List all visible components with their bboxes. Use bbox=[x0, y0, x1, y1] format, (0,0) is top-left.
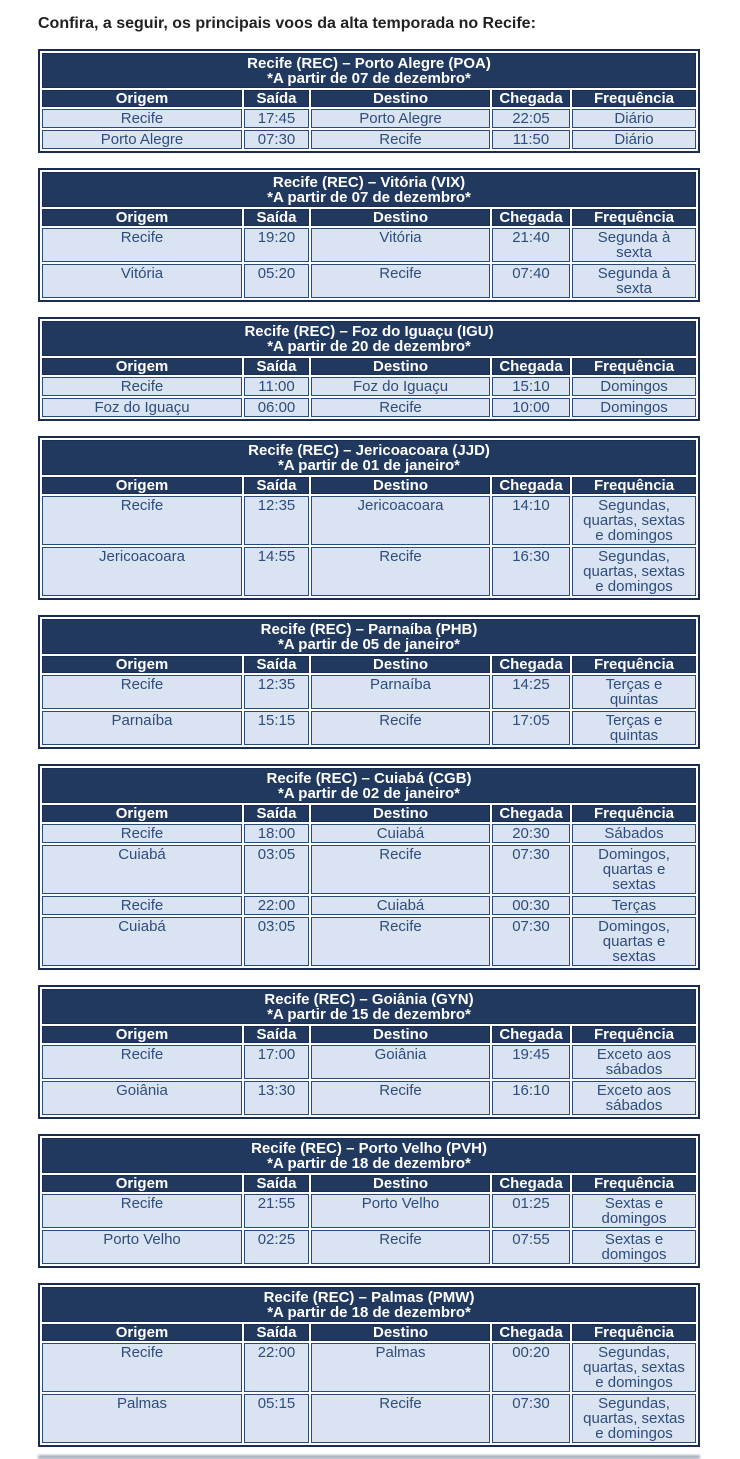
column-header-frequencia: Frequência bbox=[572, 656, 696, 673]
intro-heading: Confira, a seguir, os principais voos da alta temporada no Recife: bbox=[38, 15, 536, 32]
cell-origem: Recife bbox=[42, 228, 242, 262]
cell-chegada: 07:40 bbox=[492, 264, 570, 298]
flight-row bbox=[42, 228, 696, 262]
cell-saida: 22:00 bbox=[244, 1343, 309, 1392]
start-date-note: *A partir de 05 de janeiro* bbox=[278, 636, 461, 653]
column-header-destino: Destino bbox=[311, 358, 490, 375]
cell-chegada: 07:30 bbox=[492, 917, 570, 966]
column-header-row bbox=[42, 358, 696, 375]
cell-origem: Recife bbox=[42, 896, 242, 915]
cell-destino: Porto Velho bbox=[311, 1194, 490, 1228]
table-title-row bbox=[42, 619, 696, 654]
cell-origem: Recife bbox=[42, 1343, 242, 1392]
flight-row bbox=[42, 547, 696, 596]
flight-row bbox=[42, 845, 696, 894]
cell-frequencia: Domingos, quartas e sextas bbox=[572, 917, 696, 966]
cell-chegada: 14:10 bbox=[492, 496, 570, 545]
cell-frequencia: Terças bbox=[572, 896, 696, 915]
column-header-destino: Destino bbox=[311, 1026, 490, 1043]
cell-destino: Cuiabá bbox=[311, 896, 490, 915]
route-title: Recife (REC) – Jericoacoara (JJD) bbox=[248, 442, 490, 459]
column-header-origem: Origem bbox=[42, 1026, 242, 1043]
column-header-origem: Origem bbox=[42, 209, 242, 226]
column-header-saida: Saída bbox=[244, 1026, 309, 1043]
column-header-destino: Destino bbox=[311, 805, 490, 822]
table-title-row bbox=[42, 1287, 696, 1322]
column-header-frequencia: Frequência bbox=[572, 358, 696, 375]
flight-table bbox=[38, 317, 700, 421]
cell-frequencia: Terças e quintas bbox=[572, 675, 696, 709]
table-title-cell bbox=[42, 619, 696, 654]
cell-destino: Recife bbox=[311, 1081, 490, 1115]
cell-chegada: 17:05 bbox=[492, 711, 570, 745]
cell-destino: Recife bbox=[311, 130, 490, 149]
cell-chegada: 16:10 bbox=[492, 1081, 570, 1115]
cell-destino: Porto Alegre bbox=[311, 109, 490, 128]
cell-origem: Foz do Iguaçu bbox=[42, 398, 242, 417]
cell-origem: Cuiabá bbox=[42, 917, 242, 966]
flight-row bbox=[42, 824, 696, 843]
column-header-destino: Destino bbox=[311, 90, 490, 107]
column-header-row bbox=[42, 1026, 696, 1043]
cell-saida: 18:00 bbox=[244, 824, 309, 843]
start-date-note: *A partir de 07 de dezembro* bbox=[267, 189, 471, 206]
cell-destino: Goiânia bbox=[311, 1045, 490, 1079]
column-header-chegada: Chegada bbox=[492, 477, 570, 494]
column-header-chegada: Chegada bbox=[492, 1324, 570, 1341]
flight-table bbox=[38, 985, 700, 1119]
cell-frequencia: Sextas e domingos bbox=[572, 1230, 696, 1264]
cell-destino: Vitória bbox=[311, 228, 490, 262]
column-header-row bbox=[42, 1175, 696, 1192]
cell-saida: 07:30 bbox=[244, 130, 309, 149]
column-header-frequencia: Frequência bbox=[572, 477, 696, 494]
flight-row bbox=[42, 1045, 696, 1079]
cell-origem: Recife bbox=[42, 377, 242, 396]
table-title-cell bbox=[42, 768, 696, 803]
cell-origem: Recife bbox=[42, 109, 242, 128]
cell-saida: 21:55 bbox=[244, 1194, 309, 1228]
column-header-row bbox=[42, 1324, 696, 1341]
table-title-cell bbox=[42, 53, 696, 88]
start-date-note: *A partir de 01 de janeiro* bbox=[278, 457, 461, 474]
column-header-origem: Origem bbox=[42, 90, 242, 107]
table-title-row bbox=[42, 321, 696, 356]
column-header-frequencia: Frequência bbox=[572, 209, 696, 226]
cell-origem: Vitória bbox=[42, 264, 242, 298]
cell-destino: Cuiabá bbox=[311, 824, 490, 843]
column-header-destino: Destino bbox=[311, 209, 490, 226]
flight-row bbox=[42, 896, 696, 915]
column-header-frequencia: Frequência bbox=[572, 1175, 696, 1192]
column-header-saida: Saída bbox=[244, 656, 309, 673]
flight-row bbox=[42, 917, 696, 966]
start-date-note: *A partir de 20 de dezembro* bbox=[267, 338, 471, 355]
tables-container bbox=[38, 49, 740, 1447]
cell-frequencia: Sábados bbox=[572, 824, 696, 843]
column-header-origem: Origem bbox=[42, 477, 242, 494]
column-header-destino: Destino bbox=[311, 656, 490, 673]
column-header-chegada: Chegada bbox=[492, 1026, 570, 1043]
column-header-origem: Origem bbox=[42, 358, 242, 375]
cell-destino: Recife bbox=[311, 547, 490, 596]
column-header-destino: Destino bbox=[311, 1324, 490, 1341]
column-header-origem: Origem bbox=[42, 805, 242, 822]
cell-frequencia: Segunda à sexta bbox=[572, 264, 696, 298]
cell-frequencia: Segundas, quartas, sextas e domingos bbox=[572, 547, 696, 596]
cell-saida: 11:00 bbox=[244, 377, 309, 396]
flight-table bbox=[38, 1134, 700, 1268]
cell-chegada: 01:25 bbox=[492, 1194, 570, 1228]
column-header-origem: Origem bbox=[42, 1324, 242, 1341]
table-title-row bbox=[42, 1138, 696, 1173]
flight-row bbox=[42, 109, 696, 128]
cell-frequencia: Domingos, quartas e sextas bbox=[572, 845, 696, 894]
cell-origem: Cuiabá bbox=[42, 845, 242, 894]
flight-table bbox=[38, 49, 700, 153]
column-header-row bbox=[42, 477, 696, 494]
cell-origem: Recife bbox=[42, 496, 242, 545]
column-header-saida: Saída bbox=[244, 209, 309, 226]
cell-chegada: 22:05 bbox=[492, 109, 570, 128]
table-title-row bbox=[42, 53, 696, 88]
column-header-frequencia: Frequência bbox=[572, 1324, 696, 1341]
column-header-frequencia: Frequência bbox=[572, 1026, 696, 1043]
cell-chegada: 19:45 bbox=[492, 1045, 570, 1079]
cell-chegada: 11:50 bbox=[492, 130, 570, 149]
flight-row bbox=[42, 1194, 696, 1228]
flight-row bbox=[42, 130, 696, 149]
column-header-origem: Origem bbox=[42, 1175, 242, 1192]
route-title: Recife (REC) – Goiânia (GYN) bbox=[264, 991, 474, 1008]
cell-saida: 22:00 bbox=[244, 896, 309, 915]
column-header-row bbox=[42, 656, 696, 673]
flight-row bbox=[42, 711, 696, 745]
route-title: Recife (REC) – Vitória (VIX) bbox=[272, 174, 466, 191]
flight-table bbox=[38, 168, 700, 302]
start-date-note: *A partir de 18 de dezembro* bbox=[267, 1155, 471, 1172]
column-header-saida: Saída bbox=[244, 805, 309, 822]
cell-frequencia: Terças e quintas bbox=[572, 711, 696, 745]
column-header-chegada: Chegada bbox=[492, 1175, 570, 1192]
cell-saida: 17:45 bbox=[244, 109, 309, 128]
cell-saida: 05:15 bbox=[244, 1394, 309, 1443]
cell-frequencia: Sextas e domingos bbox=[572, 1194, 696, 1228]
cell-destino: Recife bbox=[311, 917, 490, 966]
cell-destino: Recife bbox=[311, 711, 490, 745]
cell-frequencia: Segundas, quartas, sextas e domingos bbox=[572, 1343, 696, 1392]
table-title-row bbox=[42, 989, 696, 1024]
next-table-cut-edge bbox=[38, 1455, 700, 1459]
route-title: Recife (REC) – Cuiabá (CGB) bbox=[266, 770, 472, 787]
cell-chegada: 21:40 bbox=[492, 228, 570, 262]
start-date-note: *A partir de 18 de dezembro* bbox=[267, 1304, 471, 1321]
column-header-chegada: Chegada bbox=[492, 209, 570, 226]
cell-chegada: 15:10 bbox=[492, 377, 570, 396]
cell-chegada: 07:55 bbox=[492, 1230, 570, 1264]
cell-origem: Goiânia bbox=[42, 1081, 242, 1115]
table-title-cell bbox=[42, 172, 696, 207]
flight-table bbox=[38, 1283, 700, 1447]
column-header-destino: Destino bbox=[311, 1175, 490, 1192]
cell-frequencia: Domingos bbox=[572, 398, 696, 417]
cell-origem: Porto Velho bbox=[42, 1230, 242, 1264]
column-header-frequencia: Frequência bbox=[572, 90, 696, 107]
flight-table bbox=[38, 436, 700, 600]
cell-chegada: 10:00 bbox=[492, 398, 570, 417]
cell-destino: Foz do Iguaçu bbox=[311, 377, 490, 396]
flight-row bbox=[42, 496, 696, 545]
cell-saida: 17:00 bbox=[244, 1045, 309, 1079]
flight-row bbox=[42, 1394, 696, 1443]
column-header-row bbox=[42, 209, 696, 226]
start-date-note: *A partir de 02 de janeiro* bbox=[278, 785, 461, 802]
route-title: Recife (REC) – Palmas (PMW) bbox=[263, 1289, 475, 1306]
cell-destino: Recife bbox=[311, 845, 490, 894]
route-title: Recife (REC) – Foz do Iguaçu (IGU) bbox=[244, 323, 494, 340]
cell-saida: 15:15 bbox=[244, 711, 309, 745]
route-title: Recife (REC) – Parnaíba (PHB) bbox=[260, 621, 478, 638]
cell-frequencia: Diário bbox=[572, 130, 696, 149]
table-title-row bbox=[42, 768, 696, 803]
table-title-row bbox=[42, 440, 696, 475]
cell-chegada: 00:30 bbox=[492, 896, 570, 915]
cell-destino: Recife bbox=[311, 1394, 490, 1443]
table-title-cell bbox=[42, 1287, 696, 1322]
column-header-frequencia: Frequência bbox=[572, 805, 696, 822]
cell-saida: 05:20 bbox=[244, 264, 309, 298]
cell-saida: 12:35 bbox=[244, 675, 309, 709]
flight-row bbox=[42, 1230, 696, 1264]
cell-saida: 14:55 bbox=[244, 547, 309, 596]
cell-saida: 19:20 bbox=[244, 228, 309, 262]
start-date-note: *A partir de 07 de dezembro* bbox=[267, 70, 471, 87]
cell-origem: Recife bbox=[42, 1194, 242, 1228]
cell-frequencia: Exceto aos sábados bbox=[572, 1045, 696, 1079]
flight-table bbox=[38, 764, 700, 970]
cell-origem: Recife bbox=[42, 824, 242, 843]
column-header-saida: Saída bbox=[244, 90, 309, 107]
column-header-chegada: Chegada bbox=[492, 805, 570, 822]
cell-chegada: 07:30 bbox=[492, 1394, 570, 1443]
cell-saida: 03:05 bbox=[244, 917, 309, 966]
column-header-chegada: Chegada bbox=[492, 90, 570, 107]
route-title: Recife (REC) – Porto Alegre (POA) bbox=[247, 55, 491, 72]
cell-destino: Recife bbox=[311, 1230, 490, 1264]
column-header-saida: Saída bbox=[244, 358, 309, 375]
cell-destino: Recife bbox=[311, 264, 490, 298]
cell-chegada: 00:20 bbox=[492, 1343, 570, 1392]
cell-destino: Recife bbox=[311, 398, 490, 417]
cell-frequencia: Diário bbox=[572, 109, 696, 128]
flight-row bbox=[42, 264, 696, 298]
flight-row bbox=[42, 398, 696, 417]
cell-chegada: 07:30 bbox=[492, 845, 570, 894]
cell-chegada: 20:30 bbox=[492, 824, 570, 843]
flight-row bbox=[42, 377, 696, 396]
column-header-row bbox=[42, 805, 696, 822]
cell-origem: Recife bbox=[42, 675, 242, 709]
flight-row bbox=[42, 675, 696, 709]
table-title-cell bbox=[42, 440, 696, 475]
cell-saida: 02:25 bbox=[244, 1230, 309, 1264]
cell-frequencia: Exceto aos sábados bbox=[572, 1081, 696, 1115]
cell-chegada: 14:25 bbox=[492, 675, 570, 709]
cell-saida: 12:35 bbox=[244, 496, 309, 545]
cell-origem: Palmas bbox=[42, 1394, 242, 1443]
route-title: Recife (REC) – Porto Velho (PVH) bbox=[251, 1140, 487, 1157]
table-title-row bbox=[42, 172, 696, 207]
column-header-saida: Saída bbox=[244, 1324, 309, 1341]
cell-destino: Parnaíba bbox=[311, 675, 490, 709]
flight-table bbox=[38, 615, 700, 749]
cell-origem: Porto Alegre bbox=[42, 130, 242, 149]
column-header-origem: Origem bbox=[42, 656, 242, 673]
cell-destino: Jericoacoara bbox=[311, 496, 490, 545]
cell-frequencia: Domingos bbox=[572, 377, 696, 396]
cell-destino: Palmas bbox=[311, 1343, 490, 1392]
cell-saida: 03:05 bbox=[244, 845, 309, 894]
cell-chegada: 16:30 bbox=[492, 547, 570, 596]
table-title-cell bbox=[42, 1138, 696, 1173]
column-header-saida: Saída bbox=[244, 1175, 309, 1192]
flight-row bbox=[42, 1343, 696, 1392]
flight-row bbox=[42, 1081, 696, 1115]
table-title-cell bbox=[42, 989, 696, 1024]
column-header-chegada: Chegada bbox=[492, 358, 570, 375]
column-header-chegada: Chegada bbox=[492, 656, 570, 673]
cell-frequencia: Segundas, quartas, sextas e domingos bbox=[572, 496, 696, 545]
column-header-destino: Destino bbox=[311, 477, 490, 494]
start-date-note: *A partir de 15 de dezembro* bbox=[267, 1006, 471, 1023]
table-title-cell bbox=[42, 321, 696, 356]
cell-frequencia: Segundas, quartas, sextas e domingos bbox=[572, 1394, 696, 1443]
cell-origem: Recife bbox=[42, 1045, 242, 1079]
cell-frequencia: Segunda à sexta bbox=[572, 228, 696, 262]
cell-origem: Jericoacoara bbox=[42, 547, 242, 596]
column-header-saida: Saída bbox=[244, 477, 309, 494]
cell-saida: 06:00 bbox=[244, 398, 309, 417]
cell-origem: Parnaíba bbox=[42, 711, 242, 745]
cell-saida: 13:30 bbox=[244, 1081, 309, 1115]
column-header-row bbox=[42, 90, 696, 107]
